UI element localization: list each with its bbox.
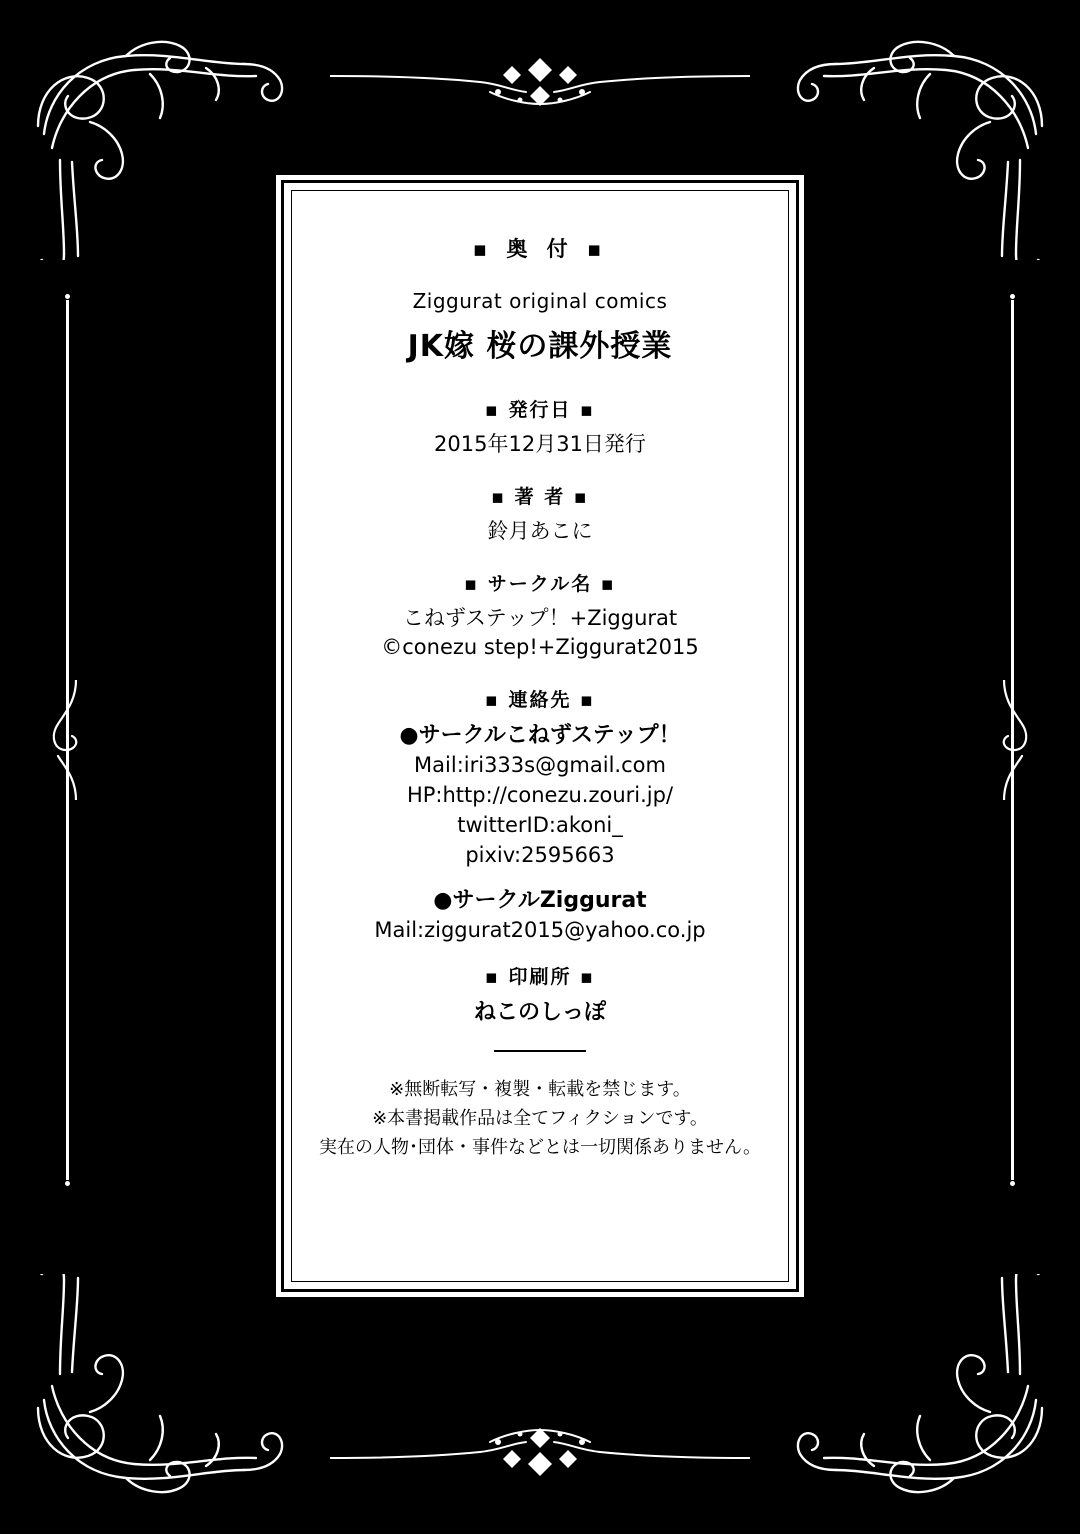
contact-twitter[interactable]: twitterID:akoni_ (457, 813, 623, 838)
contact-mail[interactable]: Mail:iri333s@gmail.com (414, 753, 666, 778)
section-divider (494, 1050, 586, 1052)
printer-name: ねこのしっぽ (473, 999, 606, 1025)
circle-name: こねずステップ！+Ziggurat (402, 605, 678, 630)
contact-group-ziggurat (318, 885, 762, 946)
colophon-content (291, 190, 789, 1282)
contact-group-name: ●サークルこねずステップ！ (399, 723, 681, 749)
legal-notes (318, 1076, 762, 1161)
corner-flourish-bottom-left (30, 1274, 290, 1504)
right-side-swirl (970, 680, 1040, 800)
legal-note-line: ※無断転写・複製・転載を禁じます。 (389, 1079, 691, 1101)
colophon-panel-border (281, 180, 799, 1292)
contact-mail[interactable]: Mail:ziggurat2015@yahoo.co.jp (374, 917, 706, 942)
printer-label: ▪ 印刷所 ▪ (485, 965, 595, 988)
publication-block (318, 395, 762, 460)
imprint-label: Ziggurat original comics (412, 289, 668, 313)
printer-block (318, 962, 762, 1028)
contact-group-name: ●サークルZiggurat (433, 887, 647, 913)
corner-flourish-top-right (790, 30, 1050, 260)
publication-date: 2015年12月31日発行 (434, 432, 646, 456)
contact-label: ▪ 連絡先 ▪ (485, 689, 595, 712)
author-block (318, 482, 762, 547)
left-side-swirl (40, 680, 110, 800)
circle-label: ▪ サークル名 ▪ (464, 572, 616, 595)
work-title: JK嫁 桜の課外授業 (407, 329, 673, 364)
colophon-panel (276, 175, 804, 1297)
legal-note-line: ※本書掲載作品は全てフィクションです。 (372, 1108, 708, 1130)
author-label: ▪ 著 者 ▪ (491, 485, 589, 508)
contact-group-conezu (318, 720, 762, 870)
contact-block (318, 685, 762, 946)
colophon-heading: ▪ 奥 付 ▪ (472, 237, 608, 261)
right-border-rule (1011, 300, 1014, 1180)
top-center-ornament (330, 52, 750, 112)
author-name: 鈴月あこに (487, 518, 593, 543)
legal-note-line: 実在の人物･団体・事件などとは一切関係ありません。 (318, 1137, 762, 1159)
corner-flourish-bottom-right (790, 1274, 1050, 1504)
circle-block (318, 569, 762, 664)
bottom-center-ornament (330, 1422, 750, 1482)
contact-pixiv[interactable]: pixiv:2595663 (465, 842, 615, 867)
left-border-rule (66, 300, 69, 1180)
publication-label: ▪ 発行日 ▪ (485, 399, 595, 421)
corner-flourish-top-left (30, 30, 290, 260)
circle-copyright: ©conezu step!+Ziggurat2015 (381, 635, 699, 660)
contact-homepage[interactable]: HP:http://conezu.zouri.jp/ (406, 783, 674, 808)
